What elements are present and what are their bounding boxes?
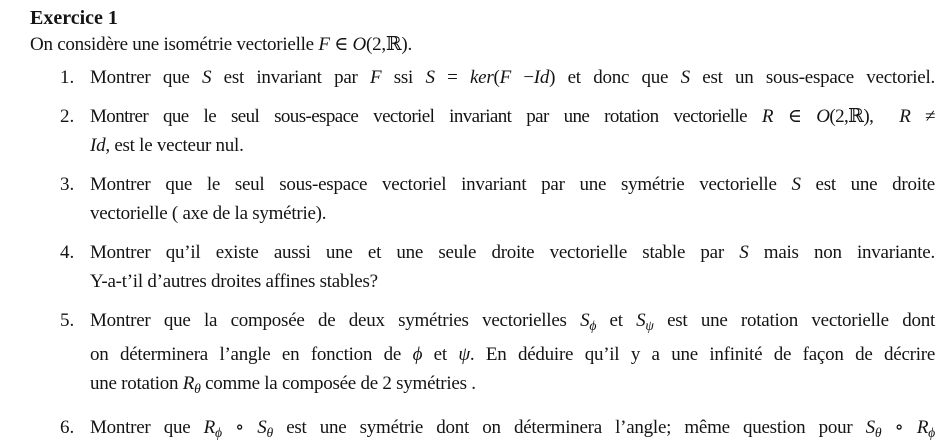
text-run: une rotation [90, 373, 183, 395]
text-run: . En déduire qu’il y a une infinité de façon de décrire [469, 344, 935, 366]
item-line [90, 170, 935, 199]
math-text: S [425, 67, 435, 88]
text-run: ssi [381, 67, 426, 88]
item-number: 6. [60, 417, 75, 439]
item-number: 1. [60, 67, 75, 88]
text-run: Montrer que [90, 67, 202, 88]
math-text: R [203, 417, 215, 439]
text-run: Montrer que [90, 417, 204, 439]
text-run: est une rotation vectorielle dont [653, 310, 936, 331]
item-number: 2. [60, 106, 75, 127]
math-text: S [257, 417, 267, 439]
text-run: On considère une isométrie vectorielle [30, 34, 319, 55]
math-text: ϕ [412, 344, 423, 366]
item-line [90, 340, 935, 369]
text-run: vectorielle ( axe de la symétrie). [90, 203, 327, 224]
list-item [60, 413, 935, 447]
text-run: ∘ [881, 417, 917, 439]
text-run: ∈ [329, 34, 353, 55]
item-line [90, 238, 935, 267]
item-line [90, 199, 935, 228]
text-run: on déterminera l’angle en fonction de [90, 344, 413, 366]
math-text: ker [469, 67, 494, 88]
list-item [60, 102, 936, 160]
item-number: 3. [60, 174, 75, 195]
text-run: ∈ [772, 106, 817, 127]
text-run: mais non invariante. [748, 242, 935, 263]
text-run: ) et donc que [549, 67, 681, 88]
text-run: est invariant par [211, 67, 370, 88]
item-line [90, 102, 935, 131]
text-run: et [422, 344, 459, 366]
text-run: Montrer que le seul sous-espace vectoriel invariant par une rotation vectorielle [90, 106, 762, 127]
math-text: S [580, 310, 590, 331]
math-text: S [680, 67, 690, 88]
text-run: = [434, 67, 470, 88]
text-run: (2,ℝ). [366, 34, 412, 55]
item-line [90, 267, 935, 296]
text-run: − [510, 67, 534, 88]
math-text: S [739, 242, 749, 263]
math-text: ψ [645, 318, 654, 334]
math-text: F [499, 67, 511, 88]
math-text: R [761, 106, 773, 127]
math-text: ψ [458, 344, 470, 366]
math-text: θ [194, 381, 201, 397]
exercise-item-list [30, 63, 935, 447]
math-text: S [791, 174, 801, 195]
text-run: Montrer que le seul sous-espace vectoriel invariant par une symétrie vectorielle [90, 174, 792, 195]
math-text: S [202, 67, 212, 88]
exercise-document [30, 6, 935, 447]
math-text: R [182, 373, 195, 395]
text-run: comme la composée de 2 symétries . [200, 373, 476, 395]
text-run: Y-a-t’il d’autres droites affines stables? [90, 271, 378, 292]
item-line [90, 413, 935, 447]
text-run: ∘ [221, 417, 258, 439]
exercise-title: Exercice 1 [30, 7, 118, 29]
item-number: 5. [60, 310, 75, 331]
text-run: est une droite [800, 174, 935, 195]
math-text: F [369, 67, 382, 88]
text-run: Montrer qu’il existe aussi une et une seule droite vectorielle stable par [90, 242, 740, 263]
list-item [60, 63, 936, 92]
item-line [90, 369, 935, 403]
math-text: ϕ [928, 425, 935, 441]
math-text: Id [90, 135, 106, 156]
text-run: est un sous-espace vectoriel. [689, 67, 936, 88]
math-text: O [816, 106, 830, 127]
math-text: ϕ [589, 318, 597, 334]
math-text: θ [874, 425, 882, 441]
list-item [60, 306, 936, 403]
text-run: ( [493, 67, 500, 88]
item-line [90, 306, 935, 340]
list-item [60, 238, 935, 296]
math-text: ϕ [214, 425, 222, 441]
text-run: , est le vecteur nul. [105, 135, 244, 156]
math-text: Id [533, 67, 550, 88]
math-text: O [352, 34, 367, 55]
math-text: S [865, 417, 875, 439]
text-run: est une symétrie dont on déterminera l’angle; même question pour [273, 417, 866, 439]
list-item [60, 170, 935, 228]
text-run: ≠ [910, 106, 936, 127]
math-text: F [318, 34, 330, 55]
item-number: 4. [60, 242, 75, 263]
math-text: S [636, 310, 646, 331]
text-run: et [596, 310, 637, 331]
math-text: R [916, 417, 929, 439]
item-line [90, 131, 935, 160]
math-text: θ [266, 425, 273, 441]
item-line [90, 63, 935, 92]
math-text: R [899, 106, 911, 127]
text-run: (2,ℝ), [829, 106, 874, 127]
exercise-intro [30, 30, 935, 59]
text-run: Montrer que la composée de deux symétries vectorielles [90, 310, 581, 331]
